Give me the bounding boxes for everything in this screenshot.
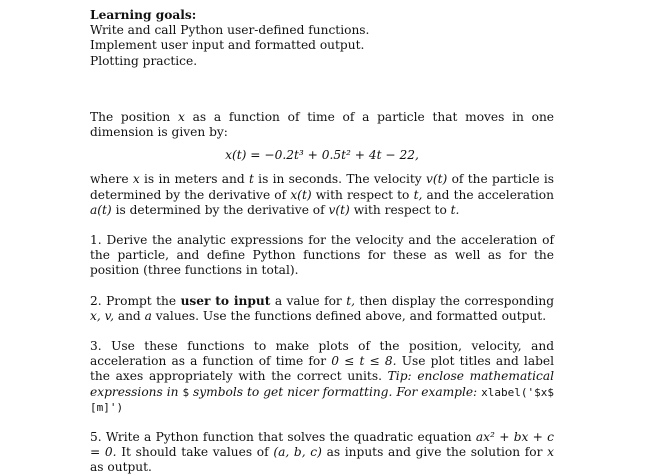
spacer [90, 324, 554, 339]
question-2: 2. Prompt the user to input a value for t, then display the corresponding x, v, and a values. Use the functions defined above, and formatted output. [90, 293, 554, 323]
spacer [90, 279, 554, 294]
learning-goals-title: Learning goals: [90, 8, 197, 22]
goal-item: Plotting practice. [90, 53, 198, 68]
goal-item: Write and call Python user-defined functions. [90, 23, 370, 38]
worksheet [90, 8, 554, 476]
intro-paragraph: The position x as a function of time of a particle that moves in one dimension is given by: [90, 109, 555, 140]
question-3: 3. Use these functions to make plots of the position, velocity, and acceleration as a function of time for 0 ≤ t ≤ 8. Use plot titles and label the axes appropriately with the correct units. Tip: enclose mathematical expressions in $ symbols to get nicer formatting. For example: xlabel('$x$ [m]') [90, 339, 555, 414]
definition-paragraph: where x is in meters and t is in seconds. The velocity v(t) of the particle is determined by the derivative of x(t) with respect to t, and the acceleration a(t) is determined by the derivative of v(t) with respect to t. [90, 172, 555, 217]
code-example: xlabel('$x$ [m]') [90, 385, 554, 414]
spacer [90, 218, 554, 233]
goal-item: Implement user input and formatted output. [90, 38, 365, 53]
question-5: 5. Write a Python function that solves the quadratic equation ax² + bx + c = 0. It should take values of (a, b, c) as inputs and give the solution for x as output. [90, 430, 555, 475]
spacer [90, 415, 554, 430]
learning-goals-section [90, 8, 554, 69]
position-equation: x(t) = −0.2t³ + 0.5t² + 4t − 22, [225, 148, 419, 163]
question-1: 1. Derive the analytic expressions for the velocity and the acceleration of the particle, and define Python functions for these as well as for the position (three functions in total). [90, 233, 554, 278]
